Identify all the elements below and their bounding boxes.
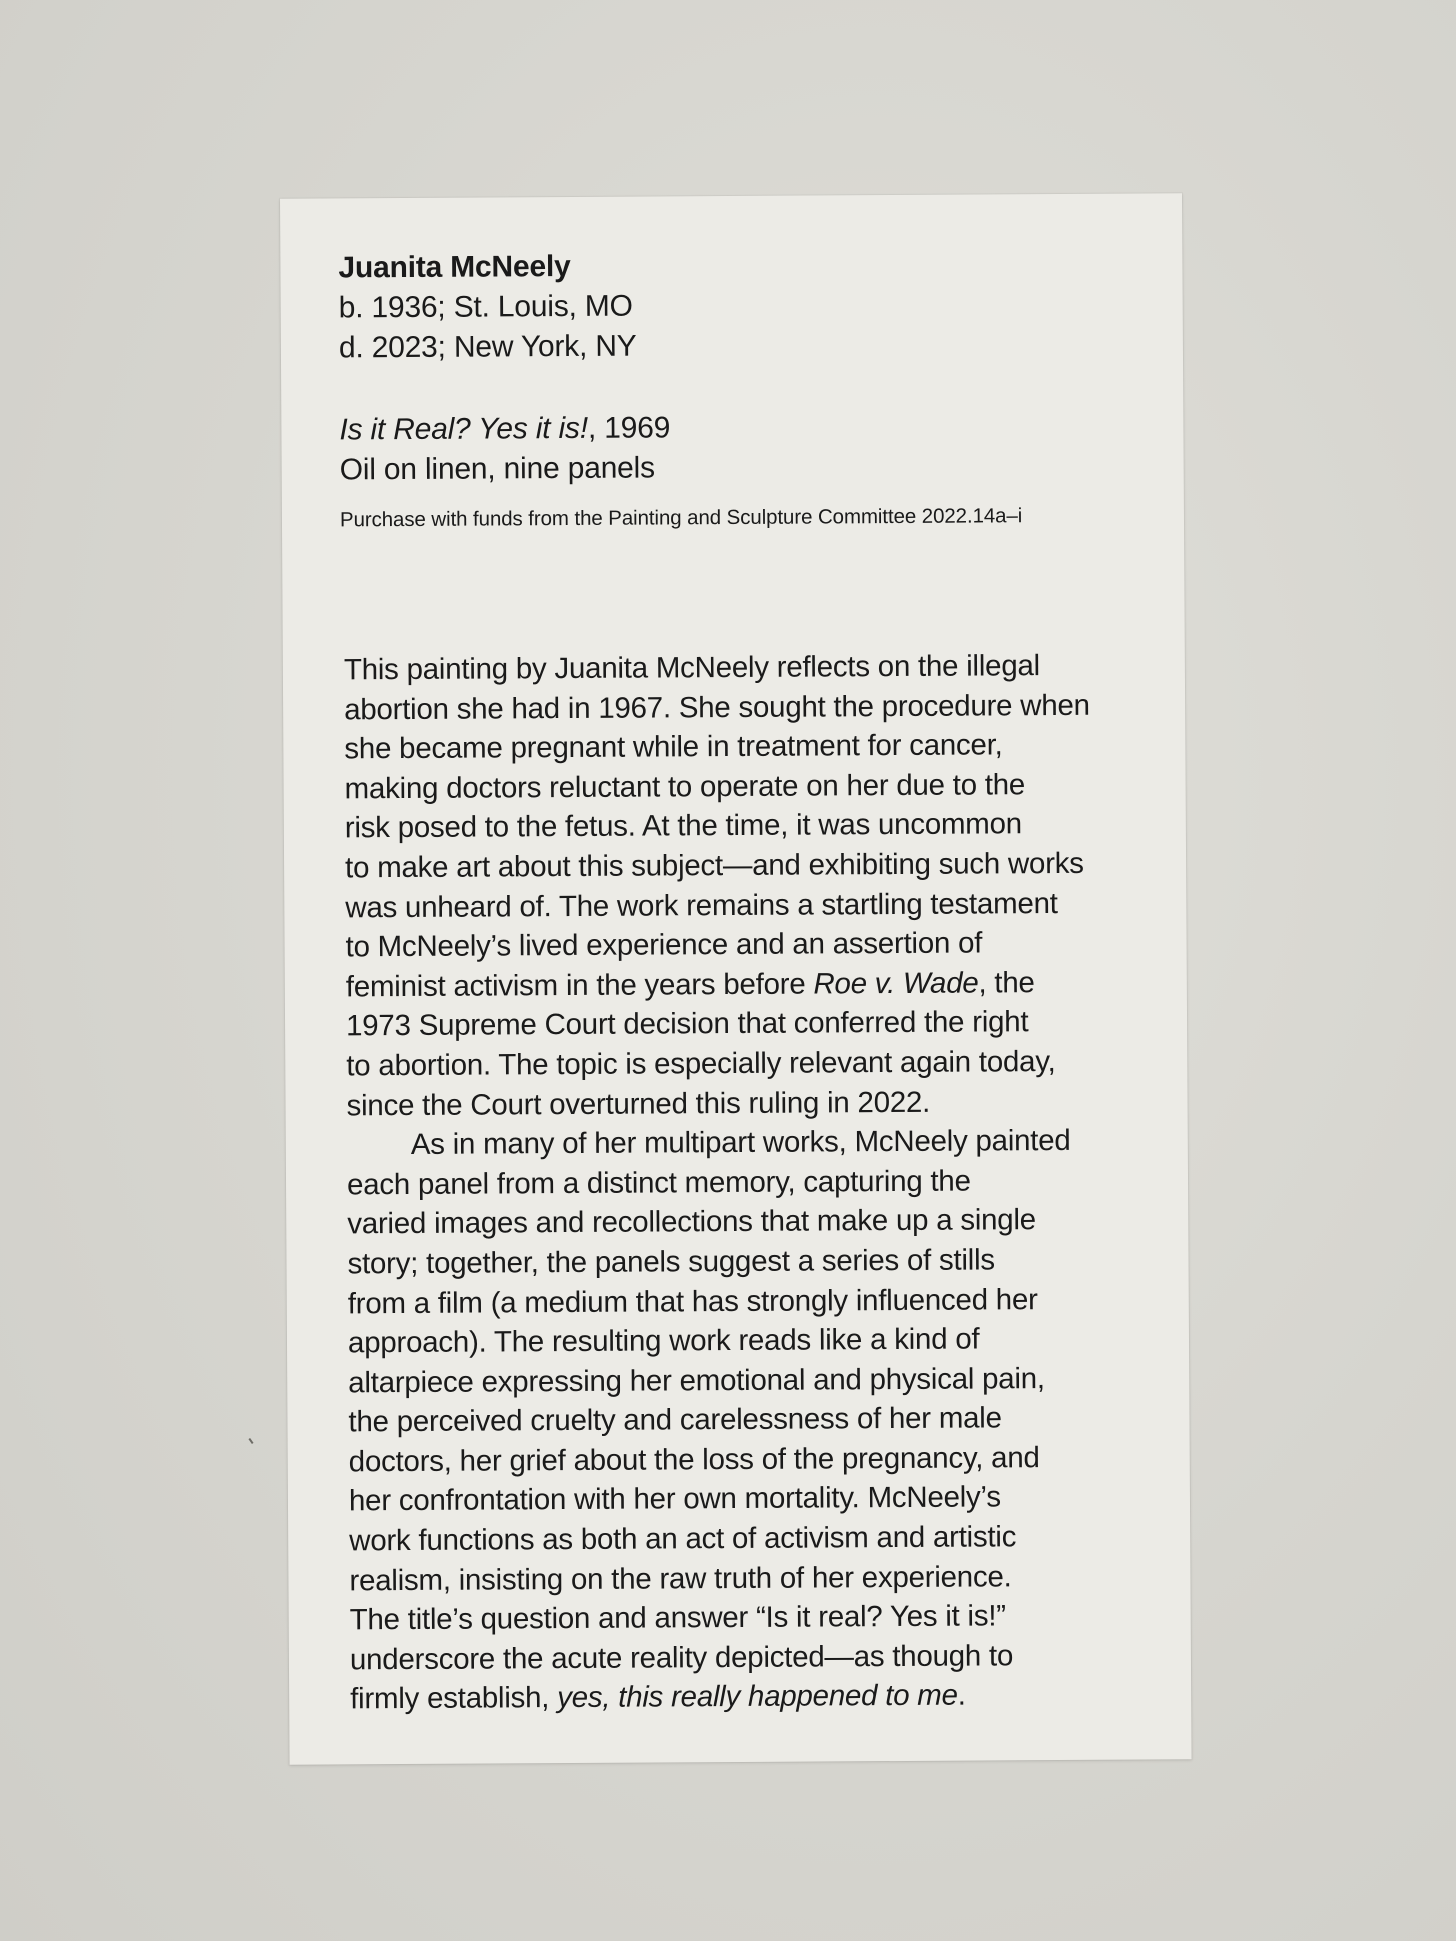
text-line: the perceived cruelty and carelessness of her male [348, 1401, 1002, 1439]
text-line: each panel from a distinct memory, capturing the [346, 1164, 971, 1202]
text-fragment: . [957, 1679, 966, 1713]
text-line: was unheard of. The work remains a startling testament [345, 886, 1058, 924]
text-line [346, 962, 1146, 1006]
text-line: doctors, her grief about the loss of the pregnancy, and [348, 1441, 1040, 1479]
text-fragment: , the [978, 965, 1035, 1000]
text-line: from a film (a medium that has strongly influenced her [347, 1282, 1038, 1320]
artwork-year: , 1969 [587, 411, 671, 445]
wall-mark [248, 1438, 253, 1444]
text-line: approach). The resulting work reads like a kind of [347, 1322, 980, 1360]
case-name-italic: Roe v. Wade [813, 966, 979, 1001]
text-fragment: feminist activism in the years before [345, 967, 814, 1004]
artwork-title: Is it Real? Yes it is! [339, 411, 589, 447]
text-line: As in many of her multipart works, McNeely painted [410, 1124, 1071, 1162]
text-line: to make art about this subject—and exhibiting such works [344, 846, 1084, 885]
text-line [350, 1675, 1150, 1719]
text-line: The title’s question and answer “Is it real? Yes it is!” [349, 1599, 1006, 1637]
text-line: to McNeely’s lived experience and an assertion of [345, 926, 983, 964]
text-line: risk posed to the fetus. At the time, it was uncommon [344, 807, 1023, 845]
artist-name: Juanita McNeely [338, 249, 571, 285]
closing-italic: yes, this really happened to me [557, 1679, 958, 1715]
body-paragraph-1 [344, 645, 1147, 1125]
artist-birth: b. 1936; St. Louis, MO [338, 289, 633, 325]
text-line: her confrontation with her own mortality. McNeely’s [348, 1480, 1001, 1518]
text-line: This painting by Juanita McNeely reflects on the illegal [343, 649, 1040, 687]
text-line: to abortion. The topic is especially relevant again today, [346, 1044, 1056, 1083]
text-line: underscore the acute reality depicted—as though to [349, 1639, 1014, 1677]
credit-line: Purchase with funds from the Painting and Sculpture Committee 2022.14a–i [339, 504, 1023, 532]
text-line: realism, insisting on the raw truth of her experience. [349, 1559, 1012, 1598]
text-line: she became pregnant while in treatment for cancer, [344, 728, 1003, 766]
tombstone [338, 244, 1140, 535]
text-line: abortion she had in 1967. She sought the procedure when [344, 688, 1090, 726]
body-paragraph-2 [347, 1121, 1151, 1720]
text-line: since the Court overturned this ruling in 2022. [346, 1085, 931, 1122]
text-line: work functions as both an act of activism and artistic [349, 1520, 1017, 1558]
text-fragment: firmly establish, [350, 1681, 558, 1716]
artist-death: d. 2023; New York, NY [338, 329, 637, 365]
artwork-medium: Oil on linen, nine panels [339, 451, 655, 487]
text-line: altarpiece expressing her emotional and physical pain, [348, 1361, 1045, 1400]
text-line: making doctors reluctant to operate on her due to the [344, 767, 1026, 806]
wall-label-card [280, 193, 1192, 1764]
artwork-title-line [339, 406, 1139, 451]
text-line: story; together, the panels suggest a series of stills [347, 1243, 995, 1281]
label-body-text [344, 645, 1151, 1719]
text-line: varied images and recollections that make up a single [347, 1203, 1036, 1241]
text-line: 1973 Supreme Court decision that conferred the right [345, 1005, 1029, 1043]
